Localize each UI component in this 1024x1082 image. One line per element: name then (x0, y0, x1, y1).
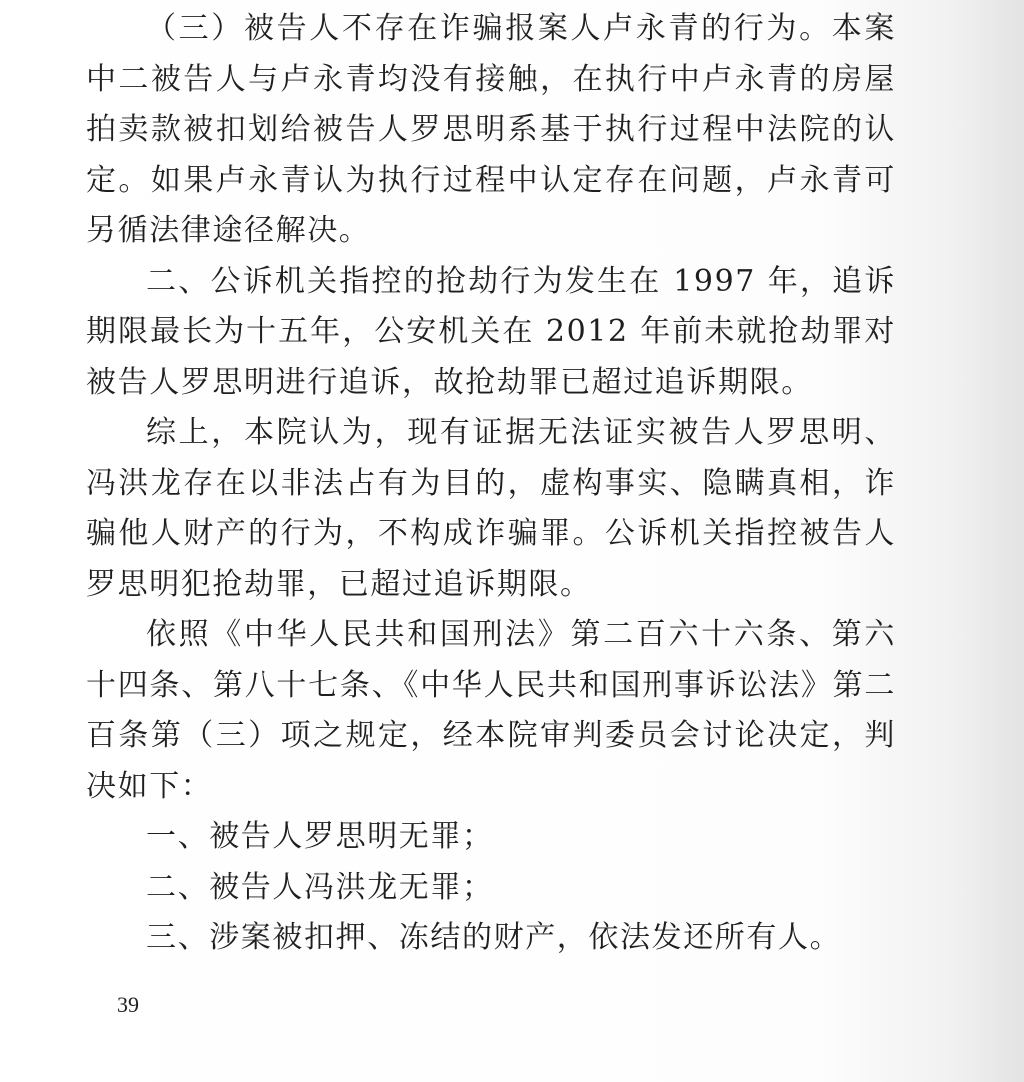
paragraph-defendant-no-fraud: （三）被告人不存在诈骗报案人卢永青的行为。本案中二被告人与卢永青均没有接触，在执行中卢永青的房屋拍卖款被扣划给被告人罗思明系基于执行过程中法院的认定。如果卢永青认为执行过程中认定存在问题，卢永青可另循法律途径解决。 (86, 11, 896, 248)
paragraph-robbery-time-limit: 二、公诉机关指控的抢劫行为发生在 1997 年，追诉期限最长为十五年，公安机关在 2012 年前未就抢劫罪对被告人罗思明进行追诉，故抢劫罪已超过追诉期限。 (86, 263, 896, 400)
page-number: 39 (117, 992, 139, 1017)
verdict-item-3: 三、涉案被扣押、冻结的财产，依法发还所有人。 (146, 920, 842, 955)
verdict-item-2: 二、被告人冯洪龙无罪； (146, 869, 494, 905)
paragraph-court-conclusion: 综上，本院认为，现有证据无法证实被告人罗思明、冯洪龙存在以非法占有为目的，虚构事实、隐瞒真相，诈骗他人财产的行为，不构成诈骗罪。公诉机关指控被告人罗思明犯抢劫罪，已超过追诉期限。 (86, 415, 896, 602)
verdict-item-1: 一、被告人罗思明无罪； (146, 819, 494, 854)
document-body (86, 4, 896, 964)
paragraph-legal-basis: 依照《中华人民共和国刑法》第二百六十六条、第六十四条、第八十七条、《中华人民共和国刑事诉讼法》第二百条第（三）项之规定，经本院审判委员会讨论决定，判决如下： (86, 617, 896, 804)
